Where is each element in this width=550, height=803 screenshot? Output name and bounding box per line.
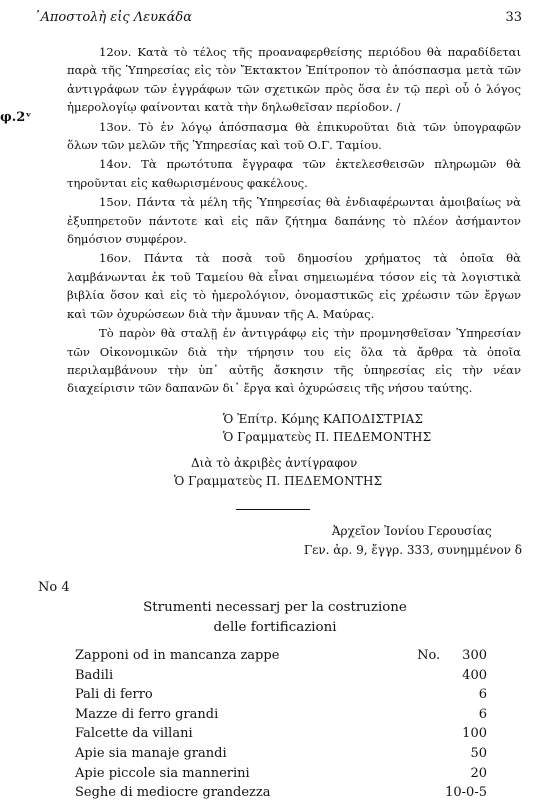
greek-text-body [67, 43, 521, 490]
italian-title-line-2: delle fortificazioni [213, 620, 337, 635]
paragraph-15: 15ον. Πάντα τὰ μέλη τῆς Ὑπηρεσίας θὰ ἐνδιαφέρωνται ἀμοιβαίως νὰ ἐξυπηρετοῦν πάντοτε καὶ εἰς πᾶν ζήτημα δαπάνης τὸ πλέον ἀσήμαντον δημόσιον συμφέρον. [67, 195, 521, 247]
archive-source [304, 522, 522, 560]
italian-list-title [110, 598, 440, 638]
paragraph-16: 16ον. Πάντα τὰ ποσὰ τοῦ δημοσίου χρήματος τὰ ὁποῖα θὰ λαμβάνωνται ἐκ τοῦ Ταμείου θὰ εἶναι σημειωμένα τόσον εἰς τὰ λογιστικὰ βιβλία ὅσον καὶ εἰς τὸ ἡμερολόγιον, ὀνομαστικῶς εἰς χρέωσιν τῶν ἔργων καὶ τῶν ὀχυρώσεων διὰ τὴν ἄμυναν τῆς Α. Μαύρας. [67, 251, 521, 321]
paragraph-12: 12ον. Κατὰ τὸ τέλος τῆς προαναφερθείσης περιόδου θὰ παραδίδεται παρὰ τῆς Ὑπηρεσίας εἰς τὸν Ἔκτακτον Ἐπίτροπον τὸ ἀπόσπασμα μετὰ τῶν ἀντιγράφων τῶν ἐγγράφων τῶν σχετικῶν πρὸς ὅσα ἐν τῷ περὶ οὗ ὁ λόγος ἡμερολογίῳ φαίνονται κατὰ τὴν δηλωθεῖσαν περίοδον. / [67, 45, 521, 115]
running-header [34, 10, 522, 25]
list-item [75, 764, 487, 784]
running-title: ᾿Αποστολὴ εἰς Λευκάδα [34, 10, 192, 25]
paragraph-closing: Τὸ παρὸν θὰ σταλῇ ἐν ἀντιγράφῳ εἰς τὴν προμνησθεῖσαν Ὑπηρεσίαν τῶν Οἰκονομικῶν διὰ τὴν τήρησιν του εἰς ὅλα τὰ ἄρθρα τὰ ὁποῖα περιλαμβάνουν τὴν ὑπ᾿ αὐτῆς ἄσκησιν τῆς ὑπηρεσίας εἰς τὴν νέαν διαχείρισιν τῶν δαπανῶν δι᾿ ἔργα καὶ ὀχυρώσεις τῆς νήσου ταύτης. [67, 326, 521, 396]
item-quantity-value: 300 [462, 648, 487, 663]
italian-title-line-1: Strumenti necessarj per la costruzione [143, 600, 407, 615]
item-name: Apie sia manaje grandi [75, 745, 227, 761]
item-name: Pali di ferro [75, 687, 153, 703]
copy-signature-name: ΠΕΔΕΜΟΝΤΗΣ [284, 473, 383, 488]
item-quantity: 6 [478, 706, 487, 722]
list-item [75, 646, 487, 666]
item-quantity-prefix: No. [417, 648, 441, 663]
signature-commissioner-title: Ὁ Ἐπίτρ. Κόμης [223, 411, 320, 426]
list-item [75, 724, 487, 744]
paragraph-13: 13ον. Τὸ ἐν λόγῳ ἀπόσπασμα θὰ ἐπικυροῦται διὰ τῶν ὑπογραφῶν ὅλων τῶν μελῶν τῆς Ὑπηρεσίας καὶ τοῦ Ο.Γ. Ταμίου. [67, 119, 521, 153]
signature-secretary-title: Ὁ Γραμματεὺς Π. [223, 429, 330, 444]
item-name: Badili [75, 667, 114, 683]
item-quantity [417, 646, 487, 666]
true-copy-note: Διὰ τὸ ἀκριβὲς ἀντίγραφον [191, 455, 358, 470]
item-quantity: 50 [470, 745, 487, 761]
folio-margin-note: φ.2ᵛ [0, 110, 32, 125]
section-divider [236, 509, 310, 510]
page-number: 33 [505, 10, 522, 25]
signature-commissioner [223, 410, 521, 428]
item-quantity: 6 [478, 687, 487, 703]
item-name: Apie piccole sia mannerini [75, 765, 250, 781]
list-item [75, 666, 487, 686]
item-quantity: 100 [462, 726, 487, 742]
item-name: Zapponi od in mancanza zappe [75, 648, 280, 663]
signature-secretary-name: ΠΕΔΕΜΟΝΤΗΣ [333, 429, 432, 444]
item-name: Falcette da villani [75, 726, 193, 742]
document-number: No 4 [38, 580, 70, 595]
tools-list [75, 646, 487, 803]
item-name: Mazze di ferro grandi [75, 706, 219, 722]
item-name: Seghe di mediocre grandezza [75, 785, 271, 801]
copy-signature-title: Ὁ Γραμματεὺς Π. [174, 473, 281, 488]
signature-secretary [223, 428, 521, 446]
archive-reference: Γεν. ἀρ. 9, ἔγγρ. 333, συνημμένον δ [303, 543, 522, 557]
archive-name: Ἀρχεῖον Ἰονίου Γερουσίας [331, 524, 492, 538]
list-item [75, 705, 487, 725]
item-quantity: 20 [470, 765, 487, 781]
list-item [75, 744, 487, 764]
copy-signature [174, 472, 521, 490]
list-item [75, 685, 487, 705]
signature-block [67, 410, 521, 490]
paragraph-14: 14ον. Τὰ πρωτότυπα ἔγγραφα τῶν ἐκτελεσθεισῶν πληρωμῶν θὰ τηροῦνται εἰς καθωρισμένους φακέλους. [67, 157, 521, 190]
signature-commissioner-name: ΚΑΠΟΔΙΣΤΡΙΑΣ [323, 411, 424, 426]
item-quantity: 10-0-5 [445, 785, 487, 801]
item-quantity: 400 [462, 667, 487, 683]
